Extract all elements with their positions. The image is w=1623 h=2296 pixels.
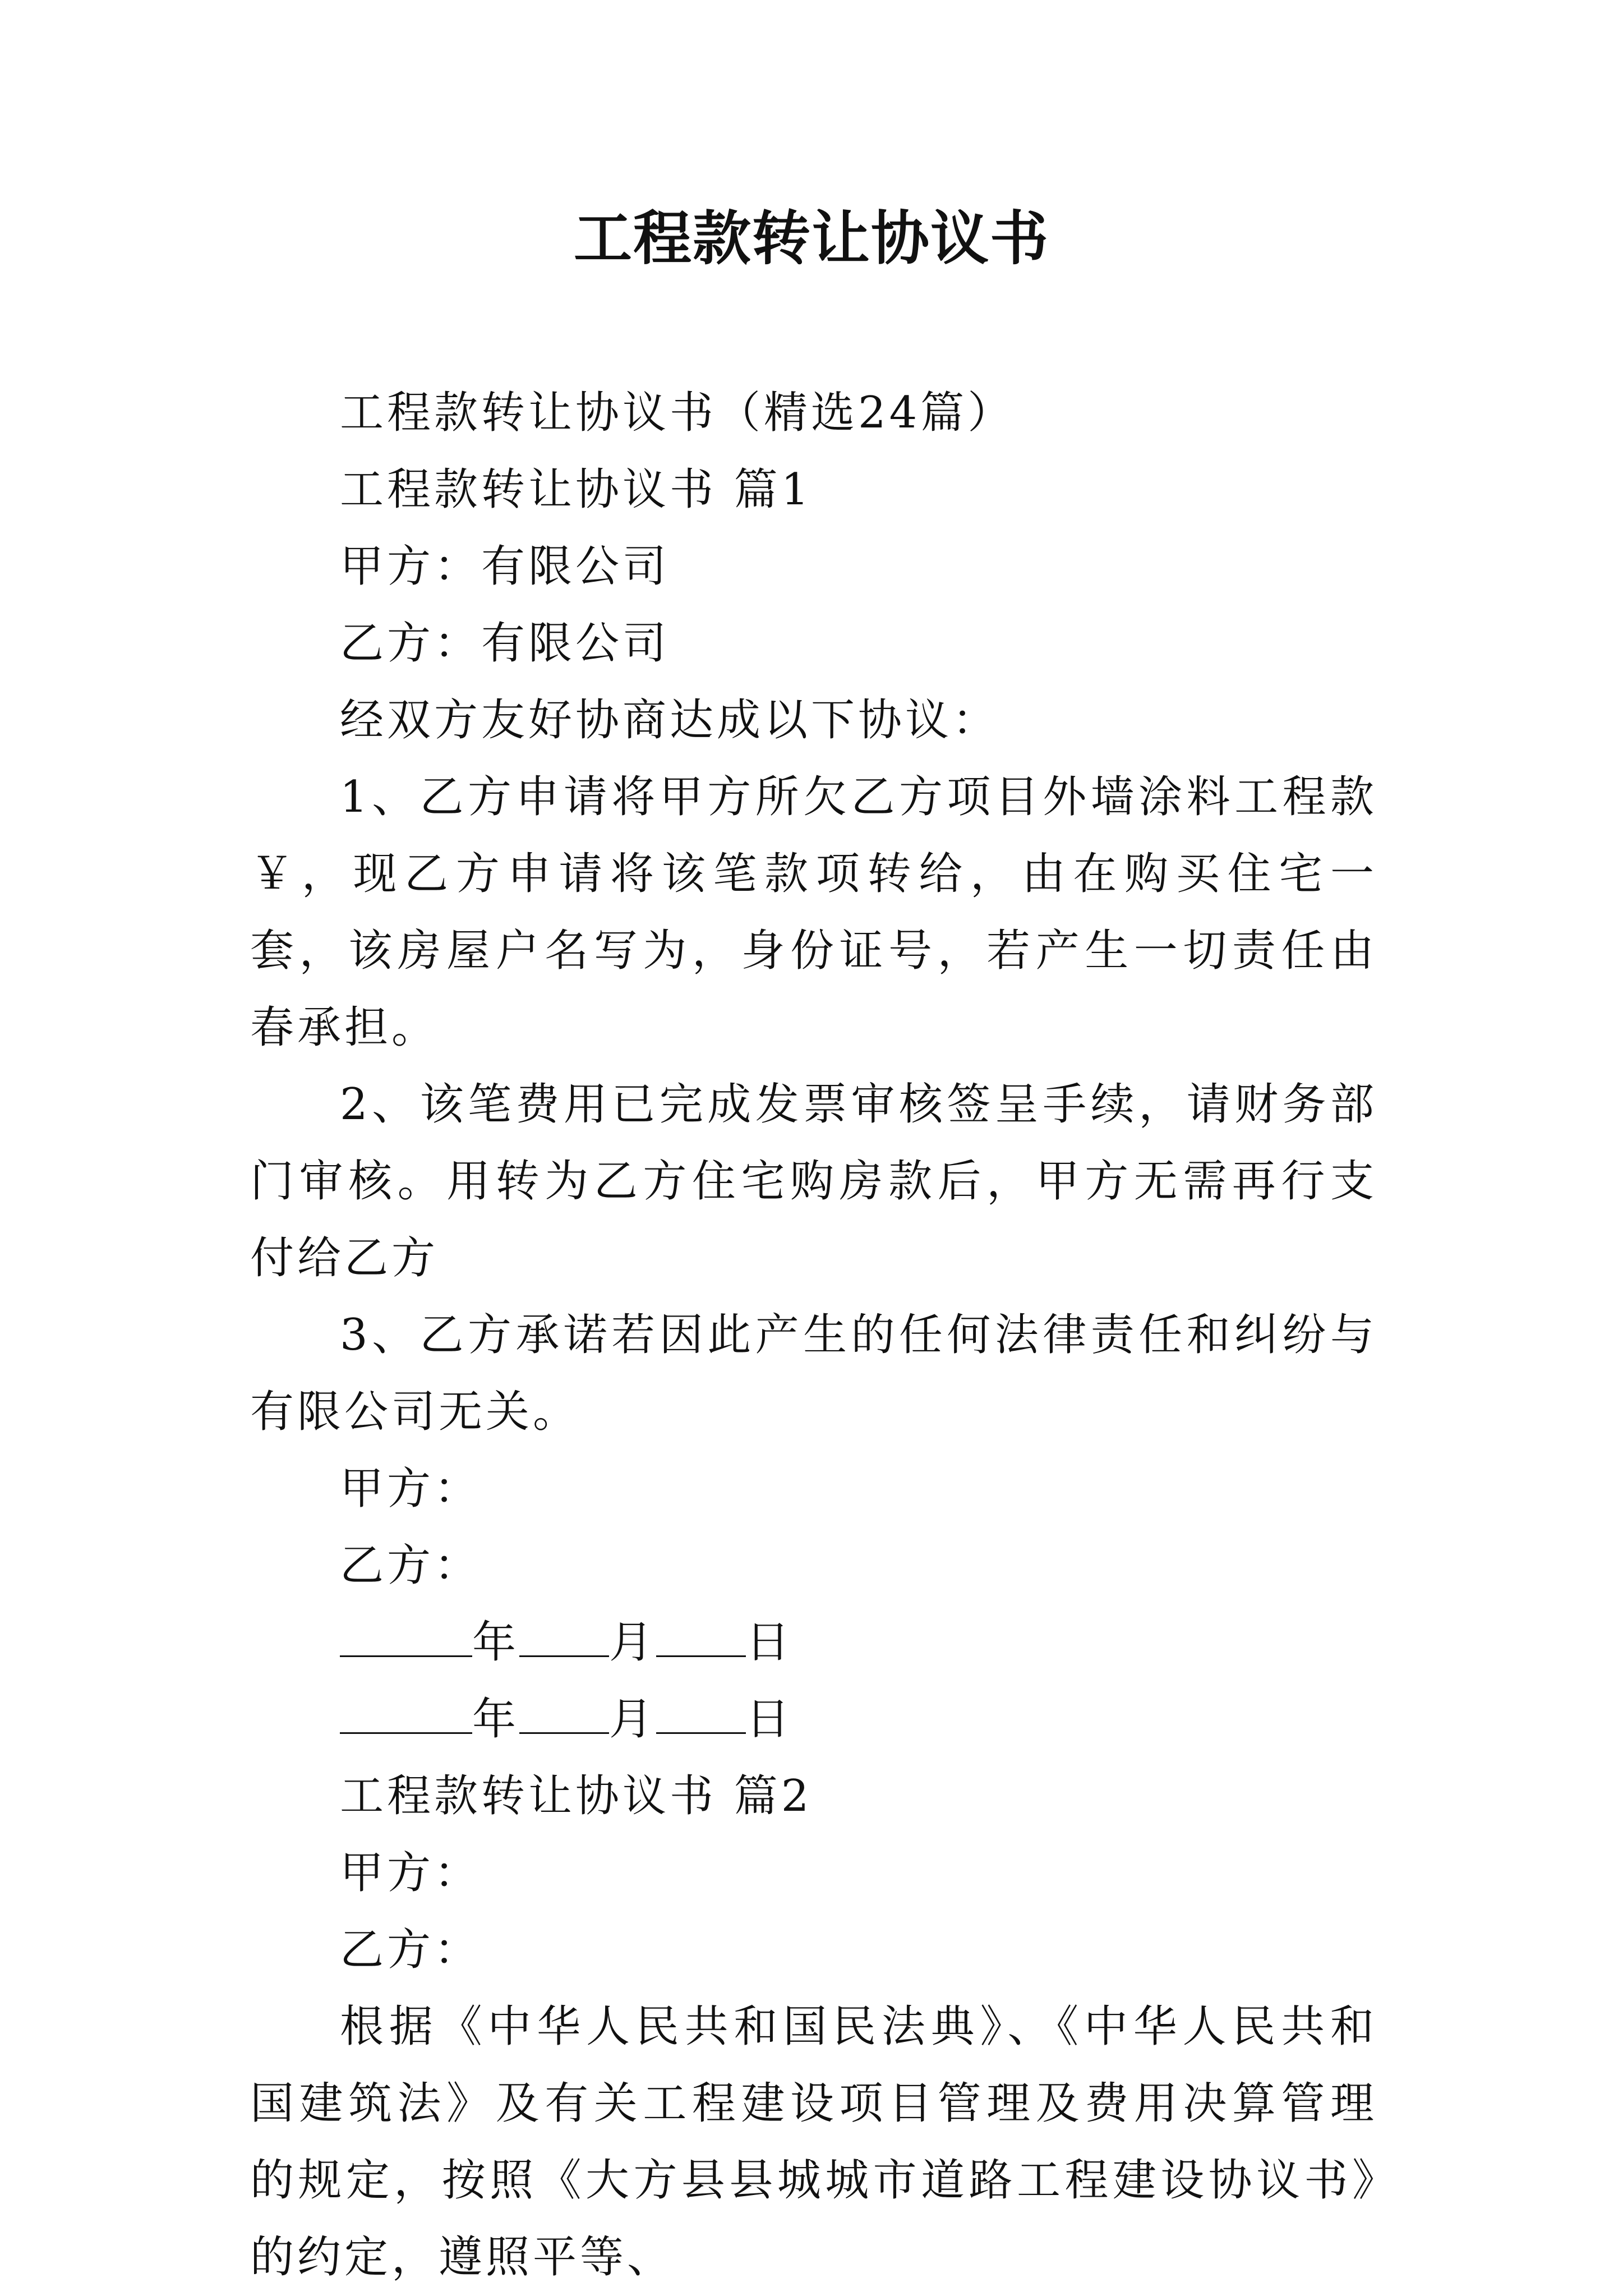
year-label: 年 bbox=[472, 1617, 520, 1668]
signature-party-a: 甲方： bbox=[340, 1464, 482, 1514]
party-a-line: 甲方：有限公司 bbox=[340, 541, 670, 592]
intro-paragraph: 经双方友好协商达成以下协议： bbox=[340, 695, 1000, 746]
year-blank bbox=[340, 1693, 472, 1734]
month-label: 月 bbox=[609, 1617, 657, 1668]
document-title: 工程款转让协议书 bbox=[573, 204, 1049, 273]
section-heading: 工程款转让协议书 篇1 bbox=[340, 464, 813, 515]
month-blank bbox=[519, 1616, 609, 1657]
party-a-line: 甲方： bbox=[340, 1848, 482, 1898]
date-line bbox=[250, 1604, 1377, 1681]
section-heading: 工程款转让协议书 篇2 bbox=[340, 1771, 813, 1821]
legal-basis-paragraph: 根据《中华人民共和国民法典》、《中华人民共和国建筑法》及有关工程建设项目管理及费用决算管理的规定，按照《大方县县城城市道路工程建设协议书》的约定，遵照平等、 bbox=[250, 2001, 1377, 2283]
day-blank bbox=[656, 1616, 746, 1657]
month-blank bbox=[519, 1693, 609, 1734]
month-label: 月 bbox=[609, 1694, 657, 1745]
day-label: 日 bbox=[746, 1694, 794, 1745]
year-blank bbox=[340, 1616, 472, 1657]
party-b-line: 乙方：有限公司 bbox=[340, 618, 670, 669]
date-line bbox=[250, 1681, 1377, 1758]
signature-party-b: 乙方： bbox=[340, 1540, 482, 1591]
day-blank bbox=[656, 1693, 746, 1734]
day-label: 日 bbox=[746, 1617, 794, 1668]
document-body bbox=[250, 375, 1377, 2296]
subtitle-paragraph: 工程款转让协议书（精选24篇） bbox=[340, 388, 1015, 438]
year-label: 年 bbox=[472, 1694, 520, 1745]
clause-3: 3、乙方承诺若因此产生的任何法律责任和纠纷与有限公司无关。 bbox=[250, 1310, 1377, 1437]
clause-1: 1、乙方申请将甲方所欠乙方项目外墙涂料工程款￥，现乙方申请将该笔款项转给，由在购买住宅一套，该房屋户名写为，身份证号，若产生一切责任由春承担。 bbox=[250, 772, 1377, 1053]
party-b-line: 乙方： bbox=[340, 1925, 482, 1975]
clause-2: 2、该笔费用已完成发票审核签呈手续，请财务部门审核。用转为乙方住宅购房款后，甲方无需再行支付给乙方 bbox=[250, 1079, 1377, 1283]
